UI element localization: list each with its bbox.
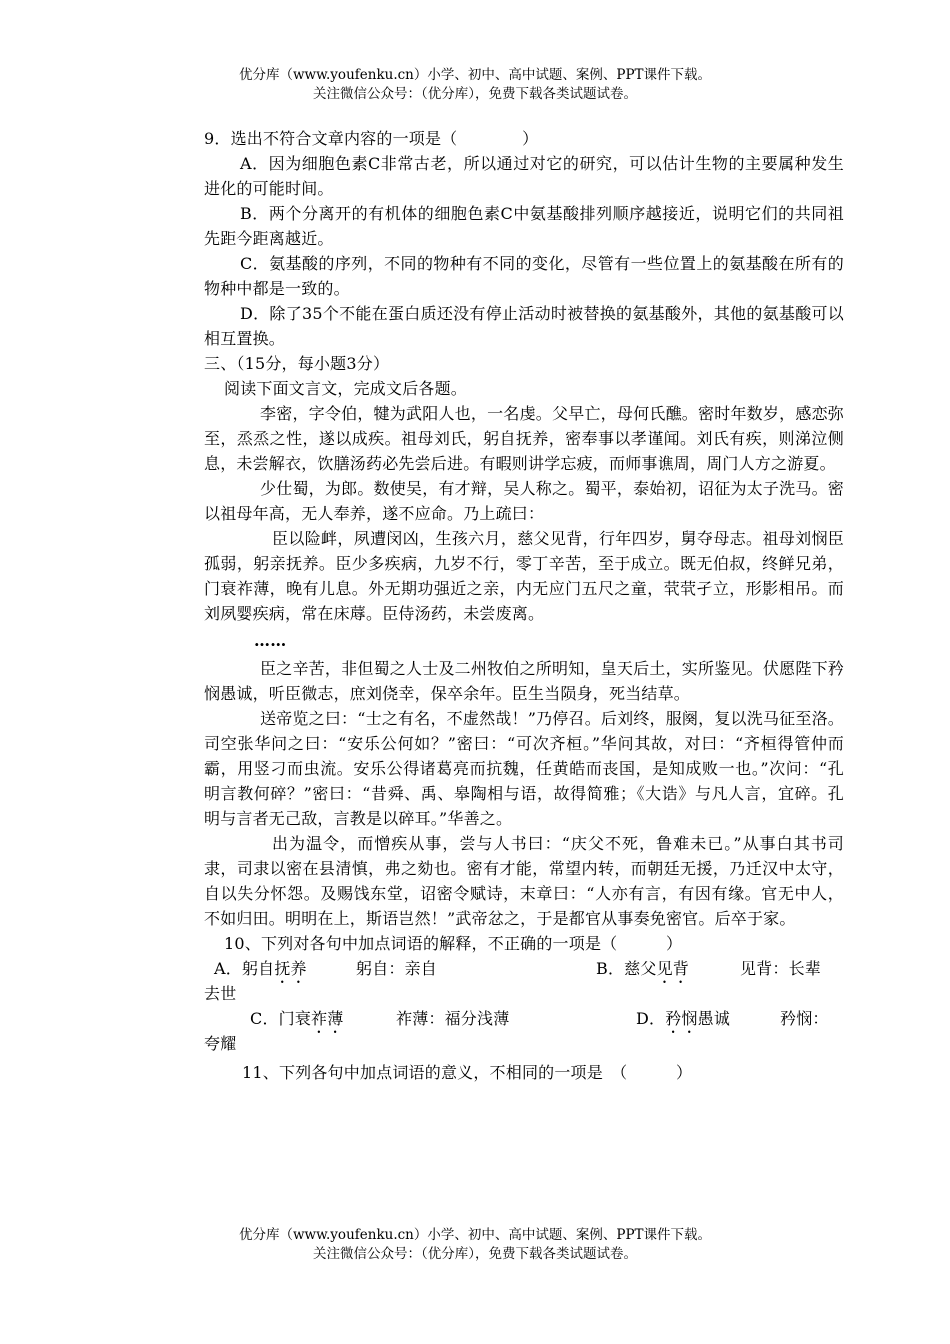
q10-c-explain: 祚薄：福分浅薄 (396, 1009, 510, 1028)
q10-option-c: C．门衰祚薄 (250, 1009, 344, 1028)
section-3-instruction: 阅读下面文言文，完成文后各题。 (224, 379, 468, 398)
q10-d-explain: 矜悯： (780, 1009, 829, 1028)
q11-stem: 11、下列各句中加点词语的意义，不相同的一项是 （ ） (242, 1063, 693, 1082)
q10-option-b: B．慈父见背 (596, 959, 689, 978)
q10-a-explain: 躬自：亲自 (356, 959, 438, 978)
q10-options-row-2 (204, 1006, 844, 1056)
document-body (204, 126, 844, 1085)
q10-stem: 10、下列对各句中加点词语的解释，不正确的一项是（ ） (224, 934, 683, 953)
q10-b-wrap: 去世 (204, 984, 237, 1003)
passage-paragraph: 出为温令，而憎疾从事，尝与人书曰：“庆父不死，鲁难未已。”从事白其书司隶，司隶以密在县清慎，弗之劾也。密有才能，常望内转，而朝廷无援，乃迁汉中太守，自以失分怀怨。及赐饯东堂，诏密令赋诗，末章曰：“人亦有言，有因有缘。官无中人，不如归田。明明在上，斯语岂然！”武帝忿之，于是都官从事奏免密官。后卒于家。 (204, 834, 844, 928)
page-footer (0, 1226, 950, 1264)
q10-b-dotted: 见背 (656, 959, 689, 978)
section-3-title: 三、（15分，每小题3分） (204, 354, 390, 373)
q10-d-dotted: 矜悯 (665, 1009, 698, 1028)
q9-option-b: B．两个分离开的有机体的细胞色素C中氨基酸排列顺序越接近，说明它们的共同祖先距今距离越近。 (204, 204, 844, 248)
footer-line-1: 优分库（www.youfenku.cn）小学、初中、高中试题、案例、PPT课件下载。 (238, 1227, 712, 1243)
passage-paragraph: 少仕蜀，为郎。数使吴，有才辩，吴人称之。蜀平，泰始初，诏征为太子洗马。密以祖母年高，无人奉养，遂不应命。乃上疏曰： (204, 479, 844, 523)
q9-option-a: A．因为细胞色素C非常古老，所以通过对它的研究，可以估计生物的主要属种发生进化的可能时间。 (204, 154, 844, 198)
q10-b-explain: 见背：长辈 (740, 959, 822, 978)
q9-option-c: C．氨基酸的序列，不同的物种有不同的变化，尽管有一些位置上的氨基酸在所有的物种中都是一致的。 (204, 254, 844, 298)
header-line-2: 关注微信公众号：（优分库），免费下载各类试题试卷。 (313, 86, 637, 102)
passage-paragraph: 臣之辛苦，非但蜀之人士及二州牧伯之所明知，皇天后土，实所鉴见。伏愿陛下矜悯愚诚，听臣微志，庶刘侥幸，保卒余年。臣生当陨身，死当结草。 (204, 659, 844, 703)
q9-stem: 9．选出不符合文章内容的一项是（ ） (204, 129, 539, 148)
q9-option-d: D．除了35个不能在蛋白质还没有停止活动时被替换的氨基酸外，其他的氨基酸可以相互置换。 (204, 304, 844, 348)
q10-option-d: D．矜悯愚诚 (636, 1009, 731, 1028)
page-header (0, 66, 950, 104)
q10-c-dotted: 祚薄 (311, 1009, 344, 1028)
passage-paragraph: 李密，字令伯，犍为武阳人也，一名虔。父早亡，母何氏醮。密时年数岁，感恋弥至，烝烝之性，遂以成疾。祖母刘氏，躬自抚养，密奉事以孝谨闻。刘氏有疾，则涕泣侧息，未尝解衣，饮膳汤药必先尝后进。有暇则讲学忘疲，而师事谯周，周门人方之游夏。 (204, 404, 844, 473)
passage-paragraph: 臣以险衅，夙遭闵凶，生孩六月，慈父见背，行年四岁，舅夺母志。祖母刘悯臣孤弱，躬亲抚养。臣少多疾病，九岁不行，零丁辛苦，至于成立。既无伯叔，终鲜兄弟，门衰祚薄，晚有儿息。外无期功强近之亲，内无应门五尺之童，茕茕孑立，形影相吊。而刘夙婴疾病，常在床蓐。臣侍汤药，未尝废离。 (204, 529, 844, 623)
q10-options-row-1 (204, 956, 844, 1006)
footer-line-2: 关注微信公众号：（优分库），免费下载各类试题试卷。 (313, 1246, 637, 1262)
q10-option-a: A．躬自抚养 (214, 959, 307, 978)
q10-d-wrap: 夸耀 (204, 1034, 237, 1053)
passage-ellipsis: …… (254, 631, 287, 650)
passage-paragraph: 送帝览之曰：“士之有名，不虚然哉！”乃停召。后刘终，服阕，复以洗马征至洛。司空张华问之曰：“安乐公何如？”密曰：“可次齐桓。”华问其故，对曰：“齐桓得管仲而霸，用竖刁而虫流。安乐公得诸葛亮而抗魏，任黄皓而丧国，是知成败一也。”次问：“孔明言教何碎？”密曰：“昔舜、禹、皋陶相与语，故得简雅；《大诰》与凡人言，宜碎。孔明与言者无己敌，言教是以碎耳。”华善之。 (204, 709, 844, 828)
header-line-1: 优分库（www.youfenku.cn）小学、初中、高中试题、案例、PPT课件下载。 (238, 67, 712, 83)
q10-a-dotted: 抚养 (274, 959, 307, 978)
